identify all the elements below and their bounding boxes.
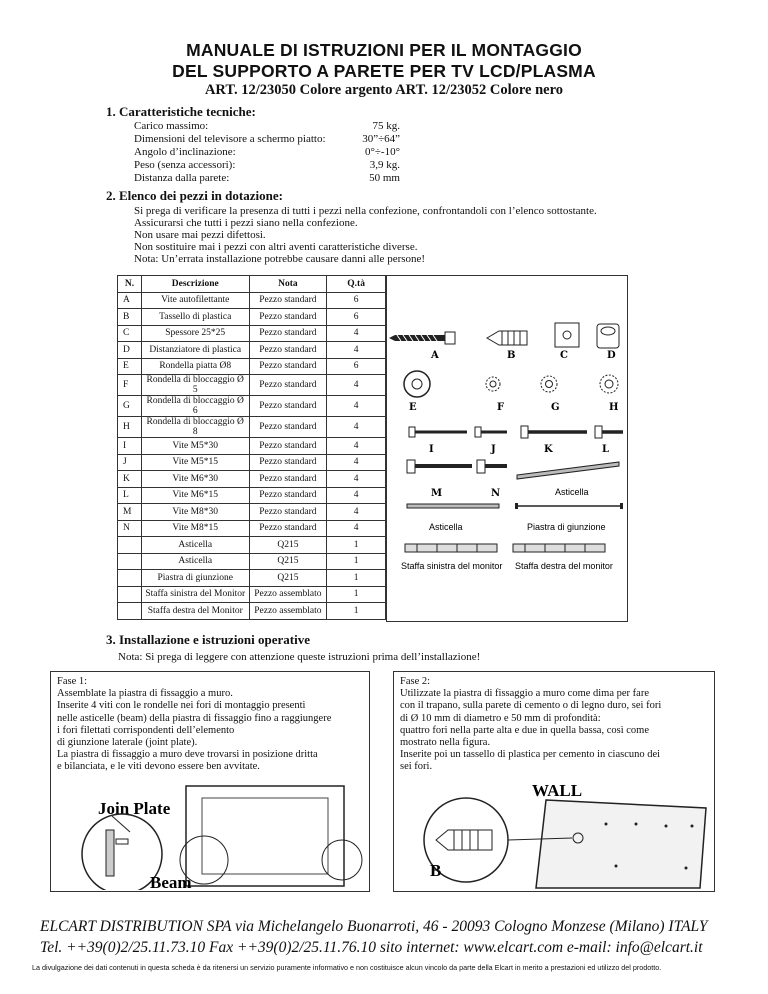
part-quantity-cell: 4 [327,487,386,504]
table-row [118,504,386,521]
spec-row [134,172,400,185]
screw-n-icon [477,460,507,473]
column-header: Nota [249,276,327,293]
column-header: Descrizione [141,276,249,293]
lock-washer-h-icon [600,375,618,393]
part-note-cell: Pezzo standard [249,417,327,438]
table-row [118,487,386,504]
wall-plate-frame [186,786,344,886]
part-quantity-cell: 4 [327,375,386,396]
spec-row [134,133,400,146]
table-row [118,603,386,620]
spec-value: 75 kg. [372,120,400,132]
part-letter: L [602,444,610,455]
spec-label: Peso (senza accessori): [134,159,236,171]
screw-i-icon [409,427,467,437]
part-code-cell: D [118,342,142,359]
part-code-cell: G [118,396,142,417]
spec-value: 0°÷-10° [365,146,400,158]
lock-washer-g-icon [541,376,557,392]
intro-line: Non usare mai pezzi difettosi. [134,229,266,241]
footer-address: ELCART DISTRIBUTION SPA via Michelangelo Buonarroti, 46 - 20093 Cologno Monzese (Milano) ITALY [40,918,708,935]
part-note-cell: Pezzo standard [249,309,327,326]
part-code-cell: B [118,309,142,326]
table-row [118,375,386,396]
spec-label: Dimensioni del televisore a schermo piatto: [134,133,326,145]
wall-label: WALL [532,781,583,800]
part-code-cell: F [118,375,142,396]
fase1-line: i fori filettati corrispondenti dell’elemento [57,724,235,736]
part-note-cell: Q215 [249,570,327,587]
part-quantity-cell: 6 [327,358,386,375]
caption-asticella: Asticella [429,522,463,532]
table-row [118,454,386,471]
fase1-line: e bilanciata, e le viti devono essere ben avvitate. [57,761,260,773]
part-quantity-cell: 4 [327,396,386,417]
parts-illustration [387,276,627,621]
dowel-b-icon [487,331,527,345]
fase1-line: di giunzione laterale (joint plate). [57,737,198,749]
caption-staffa-sinistra: Staffa sinistra del monitor [401,561,503,571]
part-note-cell: Q215 [249,537,327,554]
part-code-cell: M [118,504,142,521]
part-letter: I [429,444,434,455]
part-description-cell: Rondella piatta Ø8 [141,358,249,375]
part-letter: C [560,350,568,361]
left-monitor-bracket-icon [405,544,497,552]
part-letter: K [544,444,553,455]
table-row [118,292,386,309]
part-letter: A [431,350,439,361]
part-code-cell [118,586,142,603]
spec-row [134,120,400,133]
part-note-cell: Pezzo standard [249,342,327,359]
part-description-cell: Staffa sinistra del Monitor [141,586,249,603]
fase1-line: Assemblate la piastra di fissaggio a muro. [57,688,233,700]
screw-l-icon [595,426,623,438]
part-quantity-cell: 4 [327,454,386,471]
table-header-row [118,276,386,293]
part-note-cell: Pezzo standard [249,487,327,504]
part-quantity-cell: 1 [327,586,386,603]
intro-line: Non sostituire mai i pezzi con altri aventi caratteristiche diverse. [134,241,418,253]
fase1-line: Inserite 4 viti con le rondelle nei fori di montaggio presenti [57,700,306,712]
fase2-line: quattro fori nella parte alta e due in quella bassa, così come [400,724,649,736]
part-description-cell: Asticella [141,537,249,554]
part-quantity-cell: 4 [327,504,386,521]
part-note-cell: Pezzo standard [249,438,327,455]
part-note-cell: Pezzo standard [249,358,327,375]
part-quantity-cell: 4 [327,520,386,537]
part-quantity-cell: 4 [327,417,386,438]
part-code-cell [118,570,142,587]
parts-illustration-box [386,275,628,622]
column-header: N. [118,276,142,293]
part-note-cell: Pezzo standard [249,292,327,309]
part-note-cell: Pezzo standard [249,325,327,342]
part-description-cell: Staffa destra del Monitor [141,603,249,620]
table-row [118,309,386,326]
part-note-cell: Pezzo standard [249,471,327,488]
part-code-cell: A [118,292,142,309]
footer-contacts: Tel. ++39(0)2/25.11.73.10 Fax ++39(0)2/25.11.76.10 sito internet: www.elcart.com e-mail: info@elcart.it [40,939,703,956]
caption-asticella: Asticella [555,487,589,497]
part-note-cell: Pezzo standard [249,454,327,471]
part-letter: F [497,402,505,413]
intro-line: Assicurarsi che tutti i pezzi siano nella confezione. [134,217,358,229]
part-quantity-cell: 4 [327,471,386,488]
washer-e-icon [404,371,430,397]
part-description-cell: Vite autofilettante [141,292,249,309]
part-description-cell: Vite M6*15 [141,487,249,504]
fase2-line: sei fori. [400,761,433,773]
screw-icon [116,839,128,844]
fase2-line: mostrato nella figura. [400,737,491,749]
part-note-cell: Pezzo assemblato [249,603,327,620]
spec-label: Carico massimo: [134,120,209,132]
spec-row [134,146,400,159]
part-letter: E [409,402,417,413]
part-description-cell: Vite M8*30 [141,504,249,521]
fase1-illustration [52,784,368,890]
b-label: B [430,861,442,880]
spec-list [134,120,400,185]
part-letter: B [507,350,516,361]
table-row [118,396,386,417]
part-description-cell: Vite M8*15 [141,520,249,537]
footer-disclaimer: La divulgazione dei dati contenuti in questa scheda è da ritenersi un servizio puramente informativo e non costituisce alcun vincolo da parte della Elcart in merito a prestazioni ed utilizzo del prodotto. [32,963,662,972]
table-row [118,342,386,359]
fase1-line: La piastra di fissaggio a muro deve trovarsi in posizione dritta [57,749,318,761]
part-description-cell: Rondella di bloccaggio Ø 6 [141,396,249,417]
fase2-line: di Ø 10 mm di diametro e 50 mm di profondità: [400,712,601,724]
lock-washer-f-icon [486,377,500,391]
table-row [118,553,386,570]
part-note-cell: Pezzo assemblato [249,586,327,603]
part-quantity-cell: 1 [327,570,386,587]
table-row [118,537,386,554]
part-code-cell [118,537,142,554]
table-row [118,586,386,603]
spec-label: Angolo d’inclinazione: [134,146,236,158]
part-quantity-cell: 1 [327,553,386,570]
table-row [118,471,386,488]
fase1-line: Fase 1: [57,676,88,687]
fase2-line: Fase 2: [400,676,431,687]
part-code-cell: I [118,438,142,455]
table-row [118,438,386,455]
part-note-cell: Q215 [249,553,327,570]
spec-value: 3,9 kg. [369,159,400,171]
table-row [118,417,386,438]
part-note-cell: Pezzo standard [249,504,327,521]
part-quantity-cell: 6 [327,309,386,326]
part-description-cell: Rondella di bloccaggio Ø 5 [141,375,249,396]
screw-a-icon [389,332,455,344]
parts-table [117,275,386,620]
beam-icon [407,504,499,508]
caption-staffa-destra: Staffa destra del monitor [515,561,613,571]
table-row [118,325,386,342]
fase1-line: nelle asticelle (beam) della piastra di fissaggio fino a raggiungere [57,712,332,724]
fase2-line: con il trapano, sulla parete di cemento o di legno duro, sei fori [400,700,662,712]
spec-row [134,159,400,172]
fase2-line: Inserite poi un tassello di plastica per cemento in ciascuno dei [400,749,661,761]
part-description-cell: Distanziatore di plastica [141,342,249,359]
table-row [118,358,386,375]
part-note-cell: Pezzo standard [249,520,327,537]
table-row [118,520,386,537]
part-description-cell: Piastra di giunzione [141,570,249,587]
fase2-line: Utilizzate la piastra di fissaggio a muro come dima per fare [400,688,649,700]
part-code-cell: K [118,471,142,488]
spec-value: 50 mm [369,172,400,184]
beam-label: Beam [150,873,192,890]
spacer-c-icon [555,323,579,347]
part-description-cell: Tassello di plastica [141,309,249,326]
part-letter: N [491,488,501,499]
part-quantity-cell: 4 [327,342,386,359]
part-code-cell [118,553,142,570]
part-code-cell: H [118,417,142,438]
caption-piastra: Piastra di giunzione [527,522,606,532]
part-quantity-cell: 4 [327,325,386,342]
part-note-cell: Pezzo standard [249,375,327,396]
beam-icon [517,462,619,479]
part-description-cell: Vite M5*15 [141,454,249,471]
part-letter: G [551,402,560,413]
intro-line: Nota: Un’errata installazione potrebbe causare danni alle persone! [134,253,426,265]
part-code-cell: N [118,520,142,537]
table-row [118,570,386,587]
screw-m-icon [407,460,472,473]
part-code-cell: C [118,325,142,342]
wall-plate-inner [202,798,328,874]
part-description-cell: Asticella [141,553,249,570]
part-quantity-cell: 1 [327,537,386,554]
joint-plate-icon [515,503,623,509]
screw-j-icon [475,427,507,437]
part-description-cell: Spessore 25*25 [141,325,249,342]
part-quantity-cell: 4 [327,438,386,455]
spacer-d-icon [597,324,619,348]
section3-heading: 3. Installazione e istruzioni operative [106,632,311,647]
section1-heading: 1. Caratteristiche tecniche: [106,104,256,119]
part-note-cell: Pezzo standard [249,396,327,417]
part-letter: D [607,350,616,361]
part-code-cell: E [118,358,142,375]
dowel-b-icon [436,830,492,850]
part-letter: M [431,488,443,499]
section2-heading: 2. Elenco dei pezzi in dotazione: [106,188,283,203]
part-quantity-cell: 6 [327,292,386,309]
spec-value: 30”÷64” [362,133,400,145]
part-quantity-cell: 1 [327,603,386,620]
section3-note: Nota: Si prega di leggere con attenzione queste istruzioni prima dell’installazione! [118,651,481,663]
part-description-cell: Rondella di bloccaggio Ø 8 [141,417,249,438]
beam-icon [106,830,114,876]
part-code-cell: L [118,487,142,504]
part-letter: H [609,402,619,413]
spec-label: Distanza dalla parete: [134,172,230,184]
title-line-1: MANUALE DI ISTRUZIONI PER IL MONTAGGIO [186,40,582,60]
title-line-2: DEL SUPPORTO A PARETE PER TV LCD/PLASMA [172,61,596,81]
column-header: Q.tà [327,276,386,293]
wall-icon [536,800,706,888]
fase2-illustration [396,780,712,890]
join-plate-label: Join Plate [98,799,171,818]
part-description-cell: Vite M6*30 [141,471,249,488]
subtitle: ART. 12/23050 Colore argento ART. 12/23052 Colore nero [204,82,564,98]
screw-k-icon [521,426,587,438]
section2-intro [134,205,597,265]
part-description-cell: Vite M5*30 [141,438,249,455]
part-letter: J [491,444,496,455]
part-code-cell: J [118,454,142,471]
right-monitor-bracket-icon [513,544,605,552]
intro-line: Si prega di verificare la presenza di tutti i pezzi nella confezione, confrontandoli con l’elenco sottostante. [134,205,597,217]
part-code-cell [118,603,142,620]
